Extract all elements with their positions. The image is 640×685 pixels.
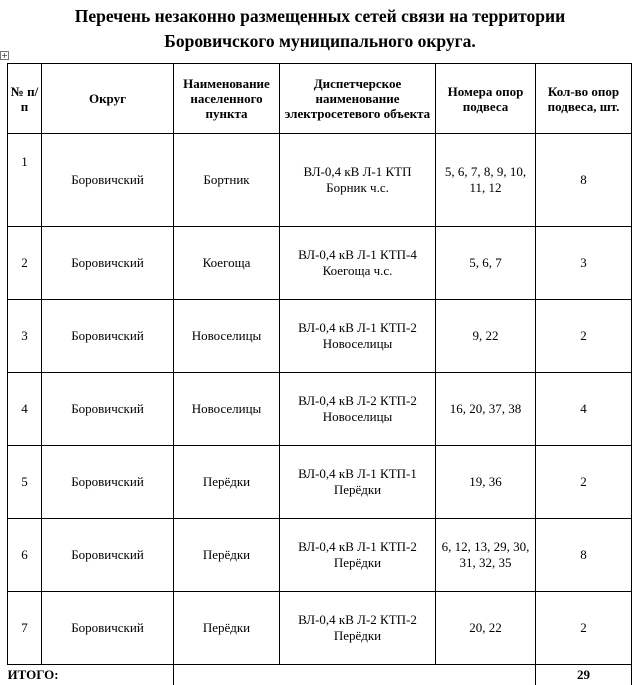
header-okrug: Округ xyxy=(42,64,174,134)
table-row xyxy=(8,519,632,592)
header-settlement: Наименование населенного пункта xyxy=(174,64,280,134)
cell-count: 8 xyxy=(536,519,632,592)
total-label: ИТОГО: xyxy=(8,665,174,685)
cell-okrug: Боровичский xyxy=(42,134,174,227)
total-value: 29 xyxy=(536,665,632,685)
cell-okrug: Боровичский xyxy=(42,446,174,519)
poles-table xyxy=(7,63,632,685)
cell-settlement: Перёдки xyxy=(174,592,280,665)
table-row xyxy=(8,300,632,373)
cell-settlement: Новоселицы xyxy=(174,300,280,373)
cell-poles: 5, 6, 7, 8, 9, 10, 11, 12 xyxy=(436,134,536,227)
cell-num: 6 xyxy=(8,519,42,592)
cell-settlement: Бортник xyxy=(174,134,280,227)
cell-count: 2 xyxy=(536,300,632,373)
total-spacer xyxy=(174,665,536,685)
cell-settlement: Перёдки xyxy=(174,446,280,519)
cell-poles: 9, 22 xyxy=(436,300,536,373)
cell-num: 2 xyxy=(8,227,42,300)
cell-num: 7 xyxy=(8,592,42,665)
table-row xyxy=(8,134,632,227)
cell-dispatcher: ВЛ-0,4 кВ Л-2 КТП-2 Перёдки xyxy=(280,592,436,665)
header-poles: Номера опор подвеса xyxy=(436,64,536,134)
title-line-2: Боровичского муниципального округа. xyxy=(0,29,640,54)
cell-okrug: Боровичский xyxy=(42,227,174,300)
cell-dispatcher: ВЛ-0,4 кВ Л-1 КТП Борник ч.с. xyxy=(280,134,436,227)
header-count: Кол-во опор подвеса, шт. xyxy=(536,64,632,134)
cell-num: 1 xyxy=(8,134,42,227)
cell-dispatcher: ВЛ-0,4 кВ Л-1 КТП-2 Перёдки xyxy=(280,519,436,592)
cell-count: 8 xyxy=(536,134,632,227)
header-num: № п/п xyxy=(8,64,42,134)
cell-okrug: Боровичский xyxy=(42,519,174,592)
cell-count: 3 xyxy=(536,227,632,300)
table-header-row xyxy=(8,64,632,134)
total-row xyxy=(8,665,632,685)
table-row xyxy=(8,373,632,446)
cell-count: 2 xyxy=(536,592,632,665)
cell-count: 4 xyxy=(536,373,632,446)
cell-poles: 20, 22 xyxy=(436,592,536,665)
cell-poles: 16, 20, 37, 38 xyxy=(436,373,536,446)
cell-dispatcher: ВЛ-0,4 кВ Л-2 КТП-2 Новоселицы xyxy=(280,373,436,446)
cell-num: 4 xyxy=(8,373,42,446)
title-line-1: Перечень незаконно размещенных сетей связи на территории xyxy=(0,4,640,29)
cell-poles: 6, 12, 13, 29, 30, 31, 32, 35 xyxy=(436,519,536,592)
cell-dispatcher: ВЛ-0,4 кВ Л-1 КТП-1 Перёдки xyxy=(280,446,436,519)
cell-count: 2 xyxy=(536,446,632,519)
header-dispatcher: Диспетчерское наименование электросетевого объекта xyxy=(280,64,436,134)
cell-poles: 19, 36 xyxy=(436,446,536,519)
cell-dispatcher: ВЛ-0,4 кВ Л-1 КТП-2 Новоселицы xyxy=(280,300,436,373)
cell-num: 5 xyxy=(8,446,42,519)
table-row xyxy=(8,446,632,519)
table-row xyxy=(8,227,632,300)
cell-dispatcher: ВЛ-0,4 кВ Л-1 КТП-4 Коегоща ч.с. xyxy=(280,227,436,300)
cell-poles: 5, 6, 7 xyxy=(436,227,536,300)
table-row xyxy=(8,592,632,665)
cell-okrug: Боровичский xyxy=(42,300,174,373)
cell-settlement: Коегоща xyxy=(174,227,280,300)
cell-num: 3 xyxy=(8,300,42,373)
document-title xyxy=(0,4,640,54)
cell-settlement: Перёдки xyxy=(174,519,280,592)
cell-settlement: Новоселицы xyxy=(174,373,280,446)
move-handle-icon[interactable]: + xyxy=(0,51,9,60)
cell-okrug: Боровичский xyxy=(42,592,174,665)
cell-okrug: Боровичский xyxy=(42,373,174,446)
